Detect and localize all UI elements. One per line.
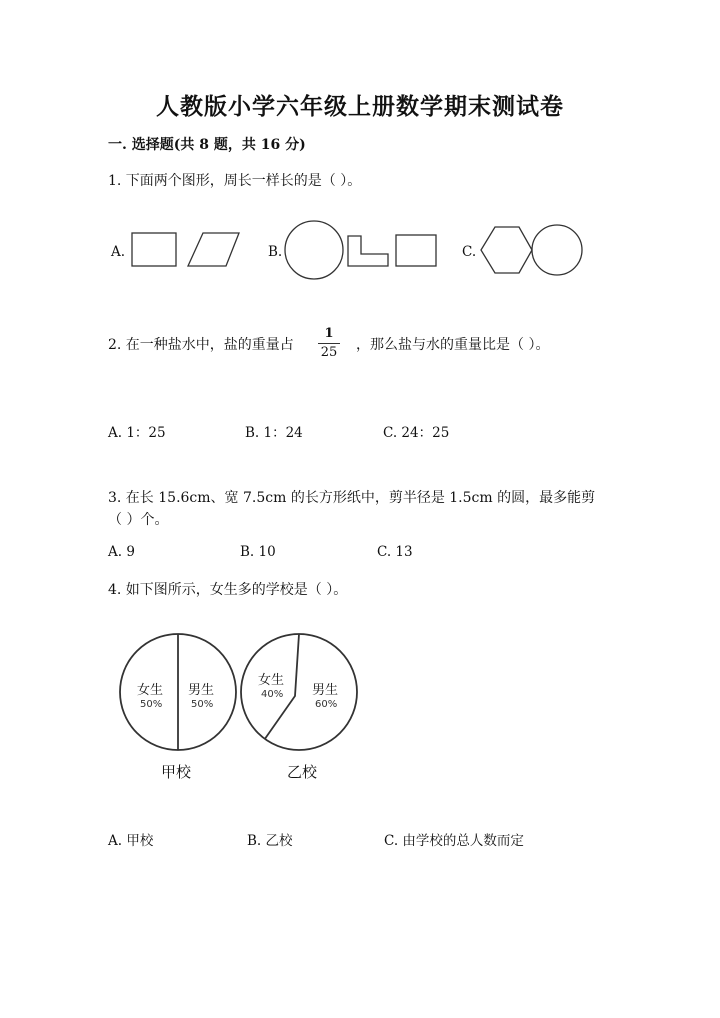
pie-yi-girl-pct: 40%: [261, 689, 284, 700]
pie-yi-boy-pct: 60%: [315, 699, 338, 710]
pie-yi-name: 乙校: [287, 763, 318, 781]
q4-option-c: C. 由学校的总人数而定: [384, 833, 524, 849]
pie-school-jia: [120, 634, 236, 781]
pie-jia-boy-pct: 50%: [191, 699, 214, 710]
q4-option-b: B. 乙校: [247, 833, 293, 849]
q2-option-c: C. 24：25: [383, 425, 450, 441]
question-2-text-after: ，那么盐与水的重量比是（ ）。: [356, 337, 550, 353]
pie-jia-boy-label: 男生: [188, 683, 215, 698]
q1-option-a-label: A.: [111, 244, 126, 260]
q3-option-b: B. 10: [240, 544, 276, 560]
pie-jia-girl-pct: 50%: [140, 699, 163, 710]
q2-fraction-numerator: 1: [324, 326, 334, 341]
q1-option-b-label: B.: [268, 244, 283, 260]
q2-option-b: B. 1：24: [245, 425, 303, 441]
q1-option-c-label: C.: [462, 244, 477, 260]
q2-option-a: A. 1：25: [108, 425, 166, 441]
question-3-line-2: （ ）个。: [108, 512, 169, 528]
q3-option-c: C. 13: [377, 544, 413, 560]
q4-option-a: A. 甲校: [108, 833, 154, 849]
pie-school-yi: [241, 634, 357, 781]
pie-jia-name: 甲校: [161, 763, 192, 781]
pie-yi-outline: [241, 634, 357, 750]
question-3-line-1: 3. 在长 15.6cm、宽 7.5cm 的长方形纸中，剪半径是 1.5cm 的圆，最多能剪: [108, 490, 596, 506]
pie-jia-girl-label: 女生: [137, 683, 164, 698]
question-1-text: 1. 下面两个图形，周长一样长的是（ ）。: [108, 173, 362, 189]
pie-yi-girl-label: 女生: [258, 673, 285, 688]
pie-yi-boy-label: 男生: [312, 683, 339, 698]
page-title: 人教版小学六年级上册数学期末测试卷: [156, 93, 564, 120]
q2-fraction-denominator: 25: [320, 345, 338, 360]
question-4-text: 4. 如下图所示，女生多的学校是（ ）。: [108, 582, 348, 598]
question-2-text-before: 2. 在一种盐水中，盐的重量占: [108, 337, 294, 353]
section-heading: 一. 选择题(共 8 题，共 16 分): [108, 137, 306, 153]
q3-option-a: A. 9: [108, 544, 135, 560]
